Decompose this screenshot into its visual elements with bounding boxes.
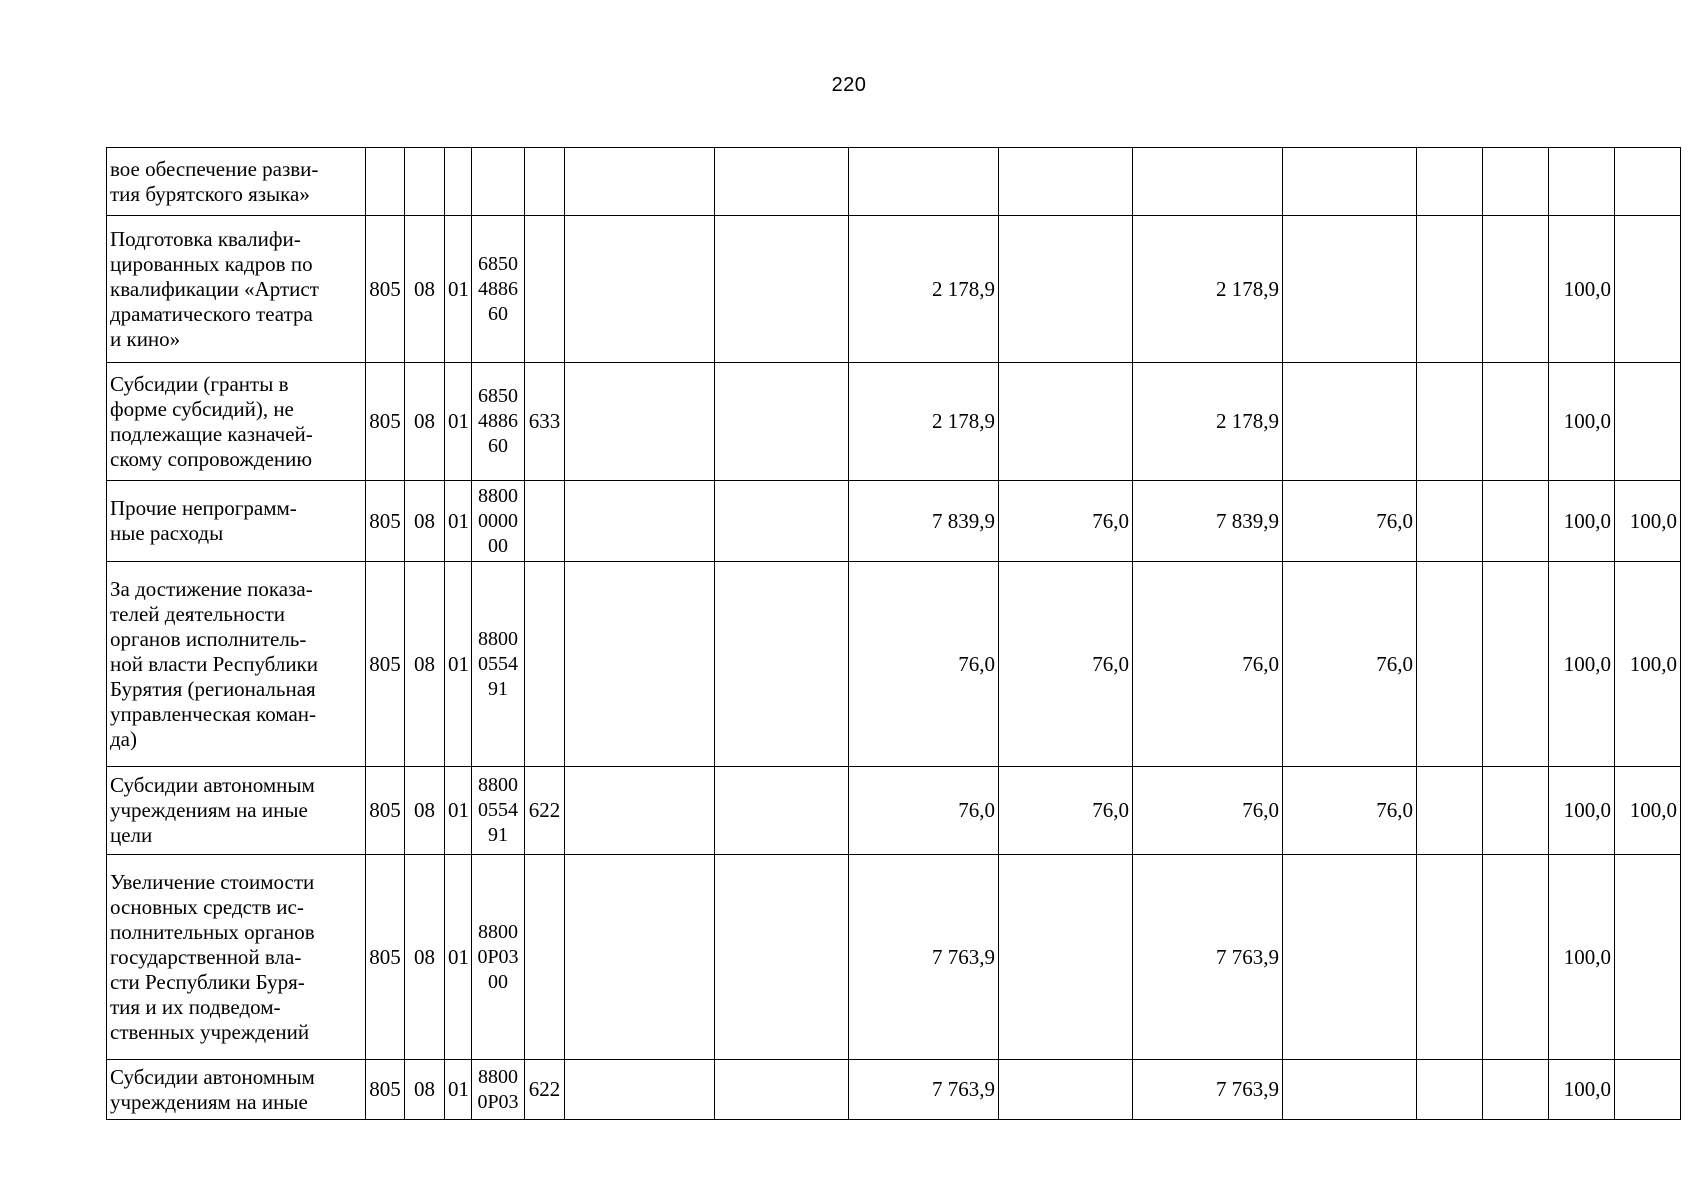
expense-type-cell: [525, 481, 565, 562]
admin-code-cell: [366, 148, 405, 216]
target-article-code-part: 8800: [478, 484, 518, 507]
empty-cell: [1417, 767, 1483, 855]
percent-federal-cell: [1615, 148, 1681, 216]
percent-federal-cell: [1615, 363, 1681, 481]
section-code-cell: 08: [405, 1060, 445, 1120]
section-code-cell: 08: [405, 855, 445, 1060]
subsection-code-cell: 01: [445, 216, 472, 363]
target-article-code-part: 8800: [478, 1065, 518, 1088]
empty-cell: [1417, 855, 1483, 1060]
target-article-code-part: 8800: [478, 920, 518, 943]
description-line: За достижение показа-: [110, 576, 313, 601]
empty-cell: [565, 481, 715, 562]
target-article-code-part: 91: [488, 824, 508, 846]
empty-cell: [565, 216, 715, 363]
table-row: [107, 481, 1681, 562]
empty-cell: [1483, 562, 1549, 767]
empty-cell: [1483, 148, 1549, 216]
description-line: Бурятия (региональная: [110, 676, 316, 701]
target-article-code-cell: [472, 767, 525, 855]
section-code-cell: 08: [405, 216, 445, 363]
empty-cell: [715, 216, 849, 363]
admin-code-cell: 805: [366, 1060, 405, 1120]
admin-code-cell: 805: [366, 481, 405, 562]
row-description: [107, 1060, 366, 1120]
empty-cell: [565, 767, 715, 855]
description-line: подлежащие казначей-: [110, 421, 313, 446]
subsection-code-cell: 01: [445, 767, 472, 855]
empty-cell: [1417, 363, 1483, 481]
fact-federal-cell: [1283, 363, 1417, 481]
percent-federal-cell: [1615, 855, 1681, 1060]
empty-cell: [1483, 481, 1549, 562]
percent-total-cell: [1549, 148, 1615, 216]
expense-type-cell: [525, 562, 565, 767]
description-line: сти Республики Буря-: [110, 969, 305, 994]
target-article-code-part: 00: [488, 534, 508, 557]
description-line: Увеличение стоимости: [110, 869, 315, 894]
percent-federal-cell: [1615, 216, 1681, 363]
target-article-code-part: 4886: [478, 410, 518, 432]
expense-type-cell: 622: [525, 1060, 565, 1120]
percent-federal-cell: 100,0: [1615, 562, 1681, 767]
description-line: ной власти Республики: [110, 651, 319, 676]
percent-federal-cell: 100,0: [1615, 767, 1681, 855]
row-description: [107, 216, 366, 363]
empty-cell: [565, 562, 715, 767]
description-line: телей деятельности: [110, 601, 286, 626]
description-line: государственной вла-: [110, 944, 302, 969]
budget-table: [106, 147, 1681, 1120]
target-article-code-part: 0Р03: [477, 945, 519, 968]
percent-total-cell: 100,0: [1549, 481, 1615, 562]
table-row: [107, 216, 1681, 363]
subsection-code-cell: 01: [445, 855, 472, 1060]
percent-total-cell: 100,0: [1549, 363, 1615, 481]
percent-total-cell: 100,0: [1549, 216, 1615, 363]
target-article-code-cell: [472, 148, 525, 216]
target-article-code-cell: [472, 481, 525, 562]
percent-total-cell: 100,0: [1549, 855, 1615, 1060]
plan-total-cell: 7 763,9: [849, 855, 999, 1060]
admin-code-cell: 805: [366, 562, 405, 767]
fact-total-cell: 2 178,9: [1133, 363, 1283, 481]
expense-type-cell: 633: [525, 363, 565, 481]
empty-cell: [1417, 148, 1483, 216]
empty-cell: [715, 562, 849, 767]
plan-federal-cell: [999, 1060, 1133, 1120]
fact-total-cell: 2 178,9: [1133, 216, 1283, 363]
row-description: [107, 363, 366, 481]
table-row: [107, 855, 1681, 1060]
description-line: Прочие непрограмм-: [110, 496, 297, 520]
description-line: ственных учреждений: [110, 1019, 310, 1044]
empty-cell: [715, 363, 849, 481]
plan-federal-cell: 76,0: [999, 481, 1133, 562]
row-description: [107, 855, 366, 1060]
empty-cell: [1483, 216, 1549, 363]
empty-cell: [565, 855, 715, 1060]
description-line: Субсидии автономным: [110, 1064, 315, 1089]
percent-federal-cell: 100,0: [1615, 481, 1681, 562]
plan-federal-cell: 76,0: [999, 562, 1133, 767]
fact-total-cell: [1133, 148, 1283, 216]
empty-cell: [715, 767, 849, 855]
empty-cell: [1483, 855, 1549, 1060]
target-article-code-part: 60: [488, 302, 508, 325]
description-line: Подготовка квалифи-: [110, 226, 301, 251]
empty-cell: [565, 148, 715, 216]
empty-cell: [1417, 562, 1483, 767]
description-line: драматического театра: [110, 301, 313, 326]
row-description: [107, 148, 366, 216]
table-body: [107, 148, 1681, 1120]
fact-total-cell: 76,0: [1133, 767, 1283, 855]
target-article-code-part: 00: [488, 970, 508, 993]
target-article-code-cell: [472, 855, 525, 1060]
table-row: [107, 1060, 1681, 1120]
target-article-code-part: 60: [488, 435, 508, 457]
subsection-code-cell: 01: [445, 1060, 472, 1120]
target-article-code-part: 91: [488, 677, 508, 700]
fact-total-cell: 76,0: [1133, 562, 1283, 767]
section-code-cell: 08: [405, 767, 445, 855]
target-article-code-part: 6850: [478, 385, 518, 407]
plan-total-cell: 2 178,9: [849, 363, 999, 481]
description-line: тия бурятского языка»: [110, 181, 310, 206]
fact-federal-cell: [1283, 855, 1417, 1060]
description-line: и кино»: [110, 326, 181, 351]
description-line: цированных кадров по: [110, 251, 313, 276]
empty-cell: [1417, 216, 1483, 363]
percent-federal-cell: [1615, 1060, 1681, 1120]
empty-cell: [565, 363, 715, 481]
target-article-code-part: 0554: [478, 799, 518, 821]
percent-total-cell: 100,0: [1549, 1060, 1615, 1120]
plan-total-cell: 76,0: [849, 767, 999, 855]
empty-cell: [715, 148, 849, 216]
section-code-cell: 08: [405, 562, 445, 767]
empty-cell: [1417, 481, 1483, 562]
percent-total-cell: 100,0: [1549, 562, 1615, 767]
fact-total-cell: 7 763,9: [1133, 1060, 1283, 1120]
fact-federal-cell: [1283, 148, 1417, 216]
description-line: тия и их подведом-: [110, 994, 281, 1019]
table-row: [107, 363, 1681, 481]
empty-cell: [1417, 1060, 1483, 1120]
subsection-code-cell: 01: [445, 363, 472, 481]
plan-total-cell: 7 839,9: [849, 481, 999, 562]
plan-total-cell: 7 763,9: [849, 1060, 999, 1120]
description-line: учреждениям на иные: [110, 798, 308, 822]
description-line: квалификации «Артист: [110, 276, 319, 301]
description-line: цели: [110, 823, 153, 847]
plan-federal-cell: [999, 216, 1133, 363]
fact-federal-cell: 76,0: [1283, 562, 1417, 767]
expense-type-cell: [525, 148, 565, 216]
target-article-code-part: 0Р03: [477, 1090, 519, 1113]
section-code-cell: [405, 148, 445, 216]
percent-total-cell: 100,0: [1549, 767, 1615, 855]
description-line: основных средств ис-: [110, 894, 304, 919]
plan-total-cell: 76,0: [849, 562, 999, 767]
plan-total-cell: 2 178,9: [849, 216, 999, 363]
target-article-code-part: 8800: [478, 627, 518, 650]
empty-cell: [1483, 1060, 1549, 1120]
expense-type-cell: [525, 855, 565, 1060]
description-line: полнительных органов: [110, 919, 315, 944]
table-row: [107, 148, 1681, 216]
section-code-cell: 08: [405, 363, 445, 481]
fact-federal-cell: 76,0: [1283, 481, 1417, 562]
plan-federal-cell: [999, 855, 1133, 1060]
target-article-code-part: 8800: [478, 774, 518, 796]
target-article-code-part: 0000: [478, 509, 518, 532]
target-article-code-cell: [472, 363, 525, 481]
target-article-code-cell: [472, 1060, 525, 1120]
description-line: Субсидии (гранты в: [110, 371, 289, 396]
empty-cell: [715, 855, 849, 1060]
fact-federal-cell: [1283, 216, 1417, 363]
empty-cell: [565, 1060, 715, 1120]
fact-federal-cell: 76,0: [1283, 767, 1417, 855]
row-description: [107, 562, 366, 767]
expense-type-cell: [525, 216, 565, 363]
fact-total-cell: 7 839,9: [1133, 481, 1283, 562]
admin-code-cell: 805: [366, 855, 405, 1060]
plan-total-cell: [849, 148, 999, 216]
row-description: [107, 481, 366, 562]
expense-type-cell: 622: [525, 767, 565, 855]
section-code-cell: 08: [405, 481, 445, 562]
fact-total-cell: 7 763,9: [1133, 855, 1283, 1060]
admin-code-cell: 805: [366, 216, 405, 363]
empty-cell: [1483, 767, 1549, 855]
subsection-code-cell: 01: [445, 562, 472, 767]
subsection-code-cell: 01: [445, 481, 472, 562]
empty-cell: [715, 481, 849, 562]
plan-federal-cell: 76,0: [999, 767, 1133, 855]
target-article-code-part: 0554: [478, 652, 518, 675]
description-line: ные расходы: [110, 521, 224, 545]
page-number: 220: [831, 74, 867, 96]
description-line: да): [110, 726, 137, 751]
row-description: [107, 767, 366, 855]
description-line: Субсидии автономным: [110, 773, 315, 797]
admin-code-cell: 805: [366, 363, 405, 481]
empty-cell: [715, 1060, 849, 1120]
target-article-code-cell: [472, 562, 525, 767]
plan-federal-cell: [999, 148, 1133, 216]
target-article-code-cell: [472, 216, 525, 363]
description-line: органов исполнитель-: [110, 626, 307, 651]
description-line: вое обеспечение разви-: [110, 156, 319, 181]
table-row: [107, 562, 1681, 767]
target-article-code-part: 6850: [478, 252, 518, 275]
admin-code-cell: 805: [366, 767, 405, 855]
empty-cell: [1483, 363, 1549, 481]
target-article-code-part: 4886: [478, 277, 518, 300]
description-line: форме субсидий), не: [110, 396, 294, 421]
description-line: управленческая коман-: [110, 701, 317, 726]
subsection-code-cell: [445, 148, 472, 216]
fact-federal-cell: [1283, 1060, 1417, 1120]
description-line: скому сопровождению: [110, 446, 313, 471]
table-row: [107, 767, 1681, 855]
description-line: учреждениям на иные: [110, 1089, 308, 1114]
plan-federal-cell: [999, 363, 1133, 481]
